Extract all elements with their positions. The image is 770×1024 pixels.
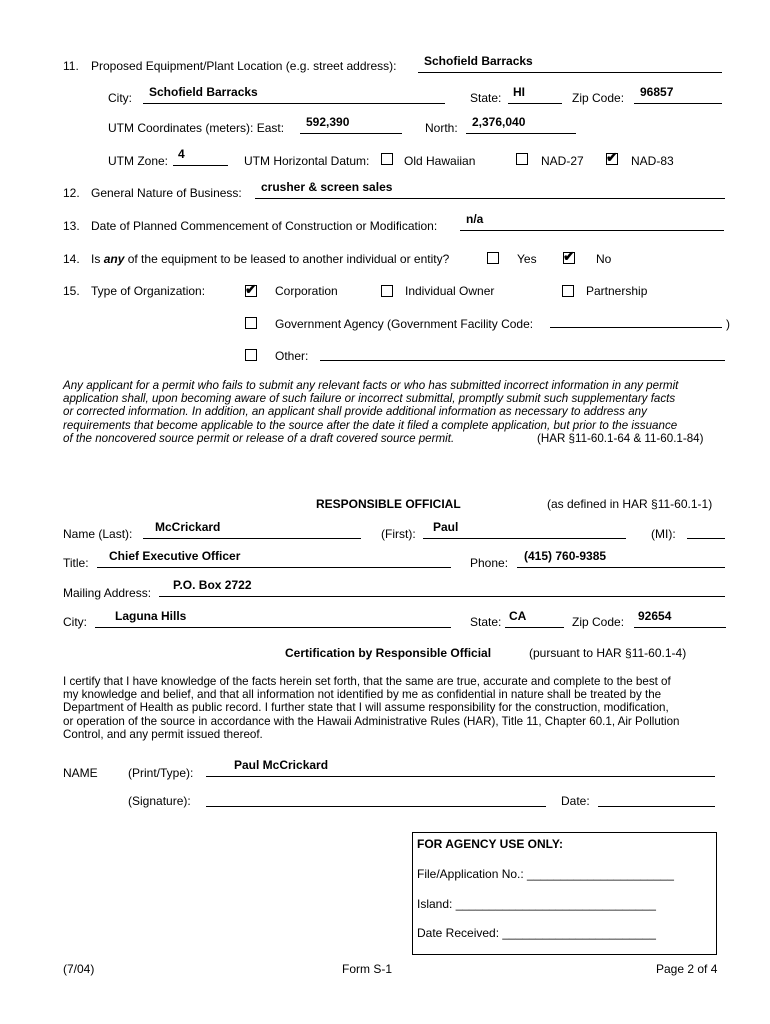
mailing-address-label: Mailing Address: (63, 586, 152, 600)
government-agency-checkbox[interactable] (245, 317, 257, 329)
zip-label: Zip Code: (572, 91, 625, 105)
utm-zone-field[interactable]: 4 (173, 151, 228, 166)
signature-label: (Signature): (128, 794, 191, 808)
official-city-label: City: (63, 615, 87, 629)
responsible-official-reference: (as defined in HAR §11-60.1-1) (547, 497, 713, 511)
certification-reference: (pursuant to HAR §11-60.1-4) (529, 646, 687, 660)
corporation-checkbox[interactable] (245, 285, 257, 297)
file-application-field[interactable]: File/Application No.: ______________________ (417, 867, 674, 881)
first-name-label: (First): (381, 527, 416, 541)
date-received-field[interactable]: Date Received: _______________________ (417, 926, 656, 940)
city-field[interactable]: Schofield Barracks (143, 89, 445, 104)
facility-code-field[interactable] (550, 313, 722, 328)
individual-owner-label: Individual Owner (405, 284, 495, 298)
lease-yes-checkbox[interactable] (487, 252, 499, 264)
official-city-field[interactable]: Laguna Hills (95, 613, 451, 628)
facility-code-close: ) (726, 317, 730, 331)
other-checkbox[interactable] (245, 349, 257, 361)
name-label: NAME (63, 766, 98, 780)
lease-no-checkbox[interactable] (563, 252, 575, 264)
first-name-field[interactable]: Paul (423, 524, 626, 539)
item-12-number: 12. (63, 186, 80, 200)
utm-east-field[interactable]: 592,390 (300, 119, 402, 134)
government-agency-label: Government Agency (Government Facility Code: (275, 317, 534, 331)
location-field[interactable]: Schofield Barracks (418, 58, 722, 73)
corporation-label: Corporation (275, 284, 338, 298)
utm-east-label: UTM Coordinates (meters): East: (108, 121, 285, 135)
middle-initial-field[interactable] (687, 524, 725, 539)
date-field[interactable] (598, 792, 715, 807)
item-13-number: 13. (63, 219, 80, 233)
other-label: Other: (275, 349, 309, 363)
title-label: Title: (63, 556, 89, 570)
individual-owner-checkbox[interactable] (381, 285, 393, 297)
partnership-checkbox[interactable] (562, 285, 574, 297)
commencement-label: Date of Planned Commencement of Construction or Modification: (91, 219, 438, 233)
organization-label: Type of Organization: (91, 284, 206, 298)
lease-yes-label: Yes (517, 252, 537, 266)
item-11-number: 11. (63, 59, 79, 73)
official-state-label: State: (470, 615, 502, 629)
business-label: General Nature of Business: (91, 186, 242, 200)
nad83-label: NAD-83 (631, 154, 674, 168)
item-14-number: 14. (63, 252, 80, 266)
last-name-field[interactable]: McCrickard (143, 524, 361, 539)
form-number: Form S-1 (342, 962, 393, 976)
lease-question: Is any of the equipment to be leased to another individual or entity? (91, 252, 450, 266)
supplementary-facts-notice: Any applicant for a permit who fails to submit any relevant facts or who has submitted incorrect information in any permit application shall, upon becoming aware of such failure or incorrect submittal, promptly submit such supplementary facts or corrected information. In addition, an applicant shall provide additional information as necessary to address any requirements that become applicable to the source after the date it filed a complete application, but prior to the issuance of the noncovered source permit or release of a draft covered source permit. (HAR §11-60.1-64 & 11-60.1-84) (63, 379, 704, 445)
utm-north-field[interactable]: 2,376,040 (466, 119, 576, 134)
phone-field[interactable]: (415) 760-9385 (517, 553, 725, 568)
state-field[interactable]: HI (508, 89, 562, 104)
zip-field[interactable]: 96857 (634, 89, 722, 104)
official-state-field[interactable]: CA (505, 613, 564, 628)
date-label: Date: (561, 794, 590, 808)
other-field[interactable] (320, 346, 725, 361)
last-name-label: Name (Last): (63, 527, 133, 541)
city-label: City: (108, 91, 132, 105)
item-15-number: 15. (63, 284, 80, 298)
official-zip-field[interactable]: 92654 (634, 613, 726, 628)
state-label: State: (470, 91, 502, 105)
agency-use-title: FOR AGENCY USE ONLY: (417, 837, 564, 851)
mailing-address-field[interactable]: P.O. Box 2722 (159, 582, 725, 597)
official-zip-label: Zip Code: (572, 615, 625, 629)
print-type-label: (Print/Type): (128, 766, 194, 780)
datum-label: UTM Horizontal Datum: (244, 154, 370, 168)
location-label: Proposed Equipment/Plant Location (e.g. street address): (91, 59, 397, 73)
nad27-checkbox[interactable] (516, 153, 528, 165)
partnership-label: Partnership (586, 284, 648, 298)
middle-initial-label: (MI): (651, 527, 676, 541)
certification-statement: I certify that I have knowledge of the facts herein set forth, that the same are true, accurate and complete to the best of my knowledge and belief, and that all information not identified by me as confidential in nature shall be treated by the Department of Health as public record. I further state that I will assume responsibility for the construction, modification, or operation of the source in accordance with the Hawaii Administrative Rules (HAR), Title 11, Chapter 60.1, Air Pollution Control, and any permit issued thereof. (63, 675, 680, 741)
notice-reference: (HAR §11-60.1-64 & 11-60.1-84) (537, 431, 704, 445)
utm-north-label: North: (425, 121, 458, 135)
page-number: Page 2 of 4 (656, 962, 718, 976)
signature-field[interactable] (206, 792, 546, 807)
business-field[interactable]: crusher & screen sales (255, 184, 725, 199)
old-hawaiian-checkbox[interactable] (381, 153, 393, 165)
print-name-field[interactable]: Paul McCrickard (206, 762, 715, 777)
phone-label: Phone: (470, 556, 509, 570)
nad27-label: NAD-27 (541, 154, 584, 168)
island-field[interactable]: Island: ______________________________ (417, 897, 656, 911)
lease-no-label: No (596, 252, 612, 266)
utm-zone-label: UTM Zone: (108, 154, 169, 168)
responsible-official-heading: RESPONSIBLE OFFICIAL (316, 497, 461, 511)
title-field[interactable]: Chief Executive Officer (97, 553, 451, 568)
agency-use-box (412, 832, 717, 955)
commencement-field[interactable]: n/a (460, 216, 724, 231)
old-hawaiian-label: Old Hawaiian (404, 154, 476, 168)
nad83-checkbox[interactable] (606, 153, 618, 165)
form-revision: (7/04) (63, 962, 95, 976)
certification-heading: Certification by Responsible Official (285, 646, 492, 660)
